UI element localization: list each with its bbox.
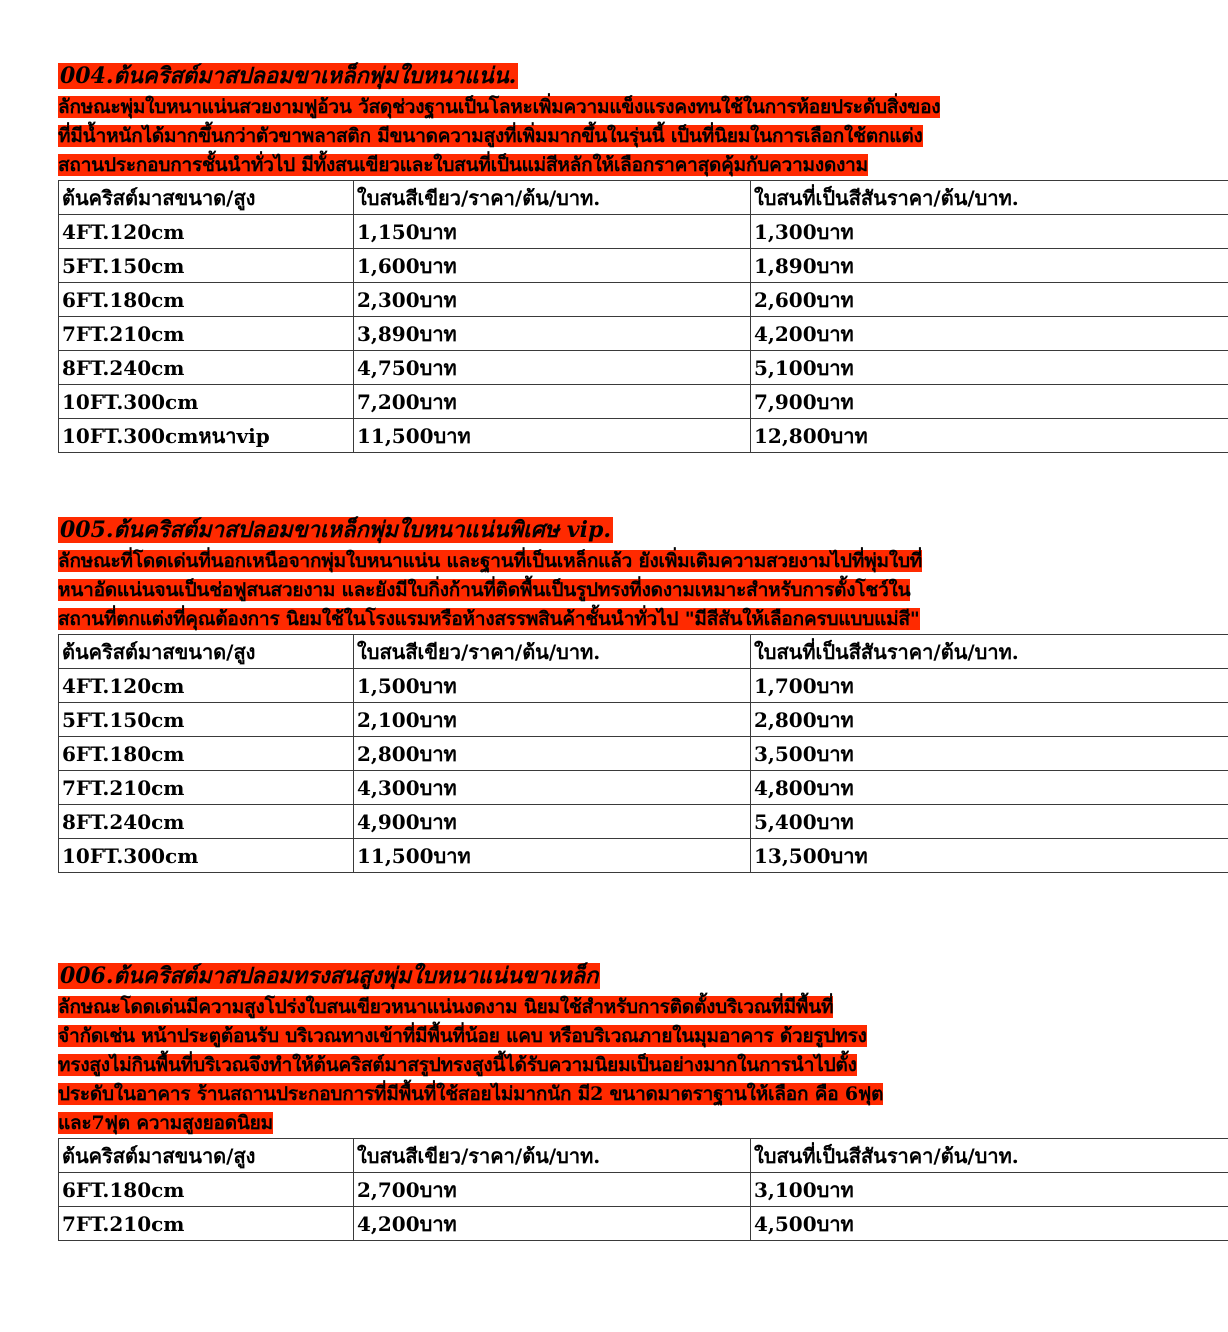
- header-size: ต้นคริสต์มาสขนาด/สูง: [59, 635, 354, 669]
- table-header-row: [59, 181, 1228, 215]
- color-price-cell: 3,500บาท: [751, 737, 1228, 771]
- header-color-price: ใบสนที่เป็นสีสันราคา/ต้น/บาท.: [751, 635, 1228, 669]
- description-line: และ7ฟุต ความสูงยอดนิยม: [58, 1112, 273, 1134]
- header-green-price: ใบสนสีเขียว/ราคา/ต้น/บาท.: [354, 1139, 751, 1173]
- table-row: [59, 351, 1228, 385]
- green-price-cell: 2,300บาท: [354, 283, 751, 317]
- header-color-price: ใบสนที่เป็นสีสันราคา/ต้น/บาท.: [751, 1139, 1228, 1173]
- size-cell: 8FT.240cm: [59, 805, 354, 839]
- size-cell: 6FT.180cm: [59, 1173, 354, 1207]
- table-header-row: [59, 1139, 1228, 1173]
- product-section-004: [58, 60, 1228, 453]
- table-row: [59, 1207, 1228, 1241]
- table-row: [59, 805, 1228, 839]
- table-header-row: [59, 635, 1228, 669]
- size-cell: 4FT.120cm: [59, 215, 354, 249]
- table-row: [59, 215, 1228, 249]
- color-price-cell: 13,500บาท: [751, 839, 1228, 873]
- size-cell: 7FT.210cm: [59, 771, 354, 805]
- color-price-cell: 5,100บาท: [751, 351, 1228, 385]
- size-cell: 8FT.240cm: [59, 351, 354, 385]
- price-table: [58, 180, 1228, 453]
- header-color-price: ใบสนที่เป็นสีสันราคา/ต้น/บาท.: [751, 181, 1228, 215]
- size-cell: 6FT.180cm: [59, 283, 354, 317]
- green-price-cell: 1,600บาท: [354, 249, 751, 283]
- table-row: [59, 1173, 1228, 1207]
- size-cell: 4FT.120cm: [59, 669, 354, 703]
- color-price-cell: 2,800บาท: [751, 703, 1228, 737]
- color-price-cell: 1,300บาท: [751, 215, 1228, 249]
- green-price-cell: 3,890บาท: [354, 317, 751, 351]
- table-row: [59, 703, 1228, 737]
- size-cell: 5FT.150cm: [59, 703, 354, 737]
- green-price-cell: 1,500บาท: [354, 669, 751, 703]
- header-green-price: ใบสนสีเขียว/ราคา/ต้น/บาท.: [354, 181, 751, 215]
- table-row: [59, 771, 1228, 805]
- green-price-cell: 4,300บาท: [354, 771, 751, 805]
- size-cell: 7FT.210cm: [59, 317, 354, 351]
- description-line: สถานประกอบการชั้นนำทั่วไป มีทั้งสนเขียวและใบสนที่เป็นแม่สีหลักให้เลือกราคาสุดคุ้มกับความงดงาม: [58, 154, 868, 176]
- green-price-cell: 2,100บาท: [354, 703, 751, 737]
- green-price-cell: 1,150บาท: [354, 215, 751, 249]
- price-table: [58, 634, 1228, 873]
- size-cell: 10FT.300cm: [59, 385, 354, 419]
- description-line: ลักษณะโดดเด่นมีความสูงโปร่งใบสนเขียวหนาแน่นงดงาม นิยมใช้สำหรับการติดตั้งบริเวณที่มีพื้นที่: [58, 996, 834, 1018]
- table-row: [59, 839, 1228, 873]
- green-price-cell: 11,500บาท: [354, 839, 751, 873]
- description-line: ที่มีน้ำหนักได้มากขึ้นกว่าตัวขาพลาสติก มีขนาดความสูงที่เพิ่มมากขึ้นในรุ่นนี้ เป็นที่นิยมในการเลือกใช้ตกแต่ง: [58, 125, 923, 147]
- size-cell: 5FT.150cm: [59, 249, 354, 283]
- section-title: 004.ต้นคริสต์มาสปลอมขาเหล็กพุ่มใบหนาแน่น.: [60, 63, 517, 89]
- color-price-cell: 4,500บาท: [751, 1207, 1228, 1241]
- color-price-cell: 5,400บาท: [751, 805, 1228, 839]
- table-row: [59, 249, 1228, 283]
- size-cell: 10FT.300cm: [59, 839, 354, 873]
- table-row: [59, 317, 1228, 351]
- description-line: ทรงสูงไม่กินพื้นที่บริเวณจึงทำให้ต้นคริสต์มาสรูปทรงสูงนี้ได้รับความนิยมเป็นอย่างมากในการนำไปตั้ง: [58, 1054, 857, 1076]
- description-line: จำกัดเช่น หน้าประตูต้อนรับ บริเวณทางเข้าที่มีพื้นที่น้อย แคบ หรือบริเวณภายในมุมอาคาร ด้วยรูปทรง: [58, 1025, 867, 1047]
- green-price-cell: 2,700บาท: [354, 1173, 751, 1207]
- description-line: หนาอัดแน่นจนเป็นช่อฟูสนสวยงาม และยังมีใบกิ่งก้านที่ติดพื้นเป็นรูปทรงที่งดงามเหมาะสำหรับการตั้งโชว์ใน: [58, 579, 911, 601]
- section-title: 005.ต้นคริสต์มาสปลอมขาเหล็กพุ่มใบหนาแน่นพิเศษ vip.: [60, 517, 612, 543]
- description-line: สถานที่ตกแต่งที่คุณต้องการ นิยมใช้ในโรงแรมหรือห้างสรรพสินค้าชั้นนำทั่วไป "มีสีสันให้เลือกครบแบบแม่สี": [58, 608, 920, 630]
- color-price-cell: 7,900บาท: [751, 385, 1228, 419]
- green-price-cell: 7,200บาท: [354, 385, 751, 419]
- color-price-cell: 3,100บาท: [751, 1173, 1228, 1207]
- product-section-006: [58, 960, 1228, 1241]
- green-price-cell: 4,900บาท: [354, 805, 751, 839]
- header-size: ต้นคริสต์มาสขนาด/สูง: [59, 1139, 354, 1173]
- size-cell: 7FT.210cm: [59, 1207, 354, 1241]
- color-price-cell: 12,800บาท: [751, 419, 1228, 453]
- table-row: [59, 283, 1228, 317]
- description-line: ลักษณะที่โดดเด่นที่นอกเหนือจากพุ่มใบหนาแน่น และฐานที่เป็นเหล็กแล้ว ยังเพิ่มเติมความสวยงามไปที่พุ่มใบที่: [58, 550, 923, 572]
- green-price-cell: 11,500บาท: [354, 419, 751, 453]
- product-section-005: [58, 514, 1228, 873]
- color-price-cell: 1,700บาท: [751, 669, 1228, 703]
- size-cell: 10FT.300cmหนาvip: [59, 419, 354, 453]
- header-green-price: ใบสนสีเขียว/ราคา/ต้น/บาท.: [354, 635, 751, 669]
- color-price-cell: 1,890บาท: [751, 249, 1228, 283]
- description-line: ประดับในอาคาร ร้านสถานประกอบการที่มีพื้นที่ใช้สอยไม่มากนัก มี2 ขนาดมาตราฐานให้เลือก คือ 6ฟุต: [58, 1083, 884, 1105]
- color-price-cell: 4,800บาท: [751, 771, 1228, 805]
- description-line: ลักษณะพุ่มใบหนาแน่นสวยงามฟูอ้วน วัสดุช่วงฐานเป็นโลหะเพิ่มความแข็งแรงคงทนใช้ในการห้อยประดับสิ่งของ: [58, 96, 941, 118]
- table-row: [59, 385, 1228, 419]
- table-row: [59, 669, 1228, 703]
- section-title: 006.ต้นคริสต์มาสปลอมทรงสนสูงพุ่มใบหนาแน่นขาเหล็ก: [60, 963, 599, 989]
- header-size: ต้นคริสต์มาสขนาด/สูง: [59, 181, 354, 215]
- green-price-cell: 4,750บาท: [354, 351, 751, 385]
- green-price-cell: 2,800บาท: [354, 737, 751, 771]
- green-price-cell: 4,200บาท: [354, 1207, 751, 1241]
- table-row: [59, 737, 1228, 771]
- color-price-cell: 2,600บาท: [751, 283, 1228, 317]
- price-table: [58, 1138, 1228, 1241]
- table-row: [59, 419, 1228, 453]
- color-price-cell: 4,200บาท: [751, 317, 1228, 351]
- size-cell: 6FT.180cm: [59, 737, 354, 771]
